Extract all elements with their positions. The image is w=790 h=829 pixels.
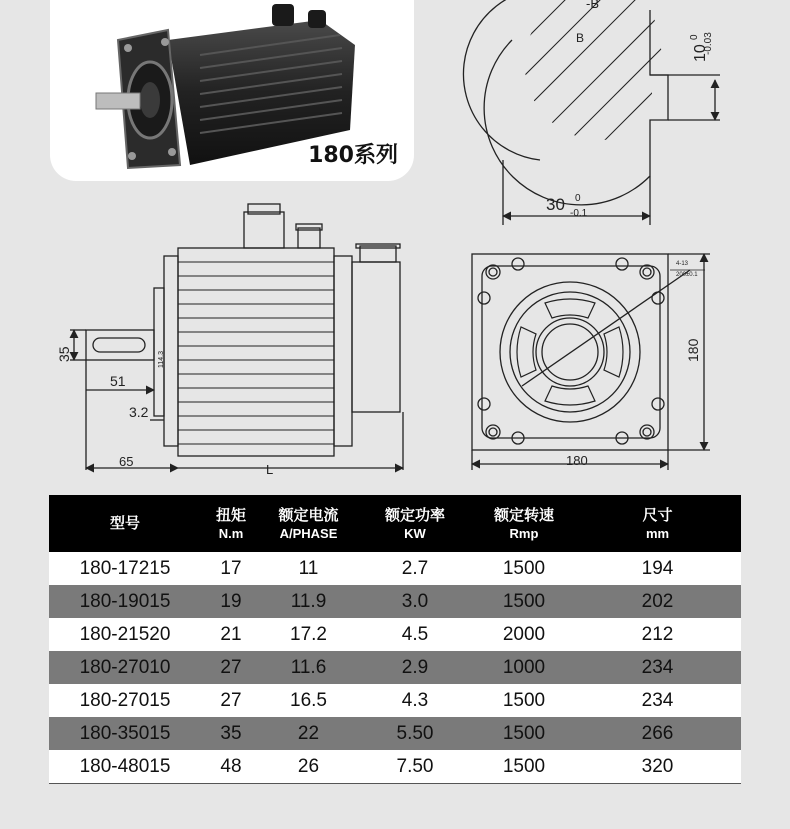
cell-speed: 1000 (474, 651, 574, 684)
table-header-row (49, 495, 741, 552)
table-row (49, 717, 741, 750)
header-torque: 扭矩 N.m (201, 495, 261, 552)
flange-thickness-dim: 3.2 (129, 404, 149, 420)
cell-current: 11.6 (261, 651, 356, 684)
section-key-tol-upper: 0 (689, 34, 700, 40)
cell-size: 202 (574, 585, 741, 618)
front-view-drawing (472, 254, 710, 470)
cell-size: 194 (574, 552, 741, 585)
cell-model: 180-35015 (49, 717, 201, 750)
pilot-dim: 114.3 (158, 351, 165, 368)
cell-power: 3.0 (356, 585, 474, 618)
hole-note-pcd: 200±0.1 (676, 272, 698, 278)
cell-model: 180-48015 (49, 750, 201, 784)
cell-power: 2.9 (356, 651, 474, 684)
cell-size: 234 (574, 684, 741, 717)
cell-current: 22 (261, 717, 356, 750)
table-row (49, 651, 741, 684)
section-width-dim: 30 (546, 195, 565, 214)
header-rated-speed: 额定转速 Rmp (474, 495, 574, 552)
section-width-tol-lower: -0.1 (570, 208, 588, 219)
front-length-dim: 65 (119, 454, 134, 469)
cell-torque: 48 (201, 750, 261, 784)
cell-speed: 1500 (474, 585, 574, 618)
cell-power: 7.50 (356, 750, 474, 784)
overall-length-dim: L (266, 462, 274, 477)
cell-torque: 21 (201, 618, 261, 651)
section-datum-label: B (576, 31, 585, 45)
cell-power: 2.7 (356, 552, 474, 585)
table-row (49, 552, 741, 585)
section-key-tol-lower: -0.03 (703, 32, 714, 55)
cell-model: 180-17215 (49, 552, 201, 585)
cell-power: 4.5 (356, 618, 474, 651)
table-row (49, 750, 741, 784)
cell-current: 11 (261, 552, 356, 585)
header-size: 尺寸 mm (574, 495, 741, 552)
section-top-label: -B (586, 0, 599, 11)
cell-size: 212 (574, 618, 741, 651)
shaft-dia-dim: 35 (56, 346, 72, 362)
cell-current: 26 (261, 750, 356, 784)
cell-torque: 35 (201, 717, 261, 750)
front-width-dim: 180 (566, 453, 588, 468)
cell-size: 320 (574, 750, 741, 784)
cell-size: 234 (574, 651, 741, 684)
section-width-tol-upper: 0 (575, 193, 581, 204)
shaft-section-drawing (463, 0, 740, 225)
cell-torque: 17 (201, 552, 261, 585)
cell-speed: 1500 (474, 717, 574, 750)
cell-size: 266 (574, 717, 741, 750)
cell-torque: 19 (201, 585, 261, 618)
spec-table (49, 495, 741, 784)
front-height-dim: 180 (685, 338, 701, 362)
cell-speed: 2000 (474, 618, 574, 651)
table-row (49, 585, 741, 618)
header-rated-current: 额定电流 A/PHASE (261, 495, 356, 552)
header-model: 型号 (49, 495, 201, 552)
cell-current: 11.9 (261, 585, 356, 618)
cell-model: 180-21520 (49, 618, 201, 651)
table-row (49, 618, 741, 651)
series-label: 180系列 (308, 143, 398, 168)
side-view-drawing (70, 204, 403, 470)
shaft-len-dim: 51 (110, 373, 126, 389)
cell-speed: 1500 (474, 750, 574, 784)
cell-power: 4.3 (356, 684, 474, 717)
hole-note-count: 4-13 (676, 261, 689, 267)
cell-torque: 27 (201, 684, 261, 717)
cell-current: 16.5 (261, 684, 356, 717)
cell-current: 17.2 (261, 618, 356, 651)
cell-torque: 27 (201, 651, 261, 684)
cell-model: 180-27010 (49, 651, 201, 684)
cell-model: 180-19015 (49, 585, 201, 618)
cell-speed: 1500 (474, 684, 574, 717)
header-rated-power: 额定功率 KW (356, 495, 474, 552)
section-key-dim: 10 (692, 44, 709, 62)
cell-model: 180-27015 (49, 684, 201, 717)
cell-speed: 1500 (474, 552, 574, 585)
table-row (49, 684, 741, 717)
cell-power: 5.50 (356, 717, 474, 750)
